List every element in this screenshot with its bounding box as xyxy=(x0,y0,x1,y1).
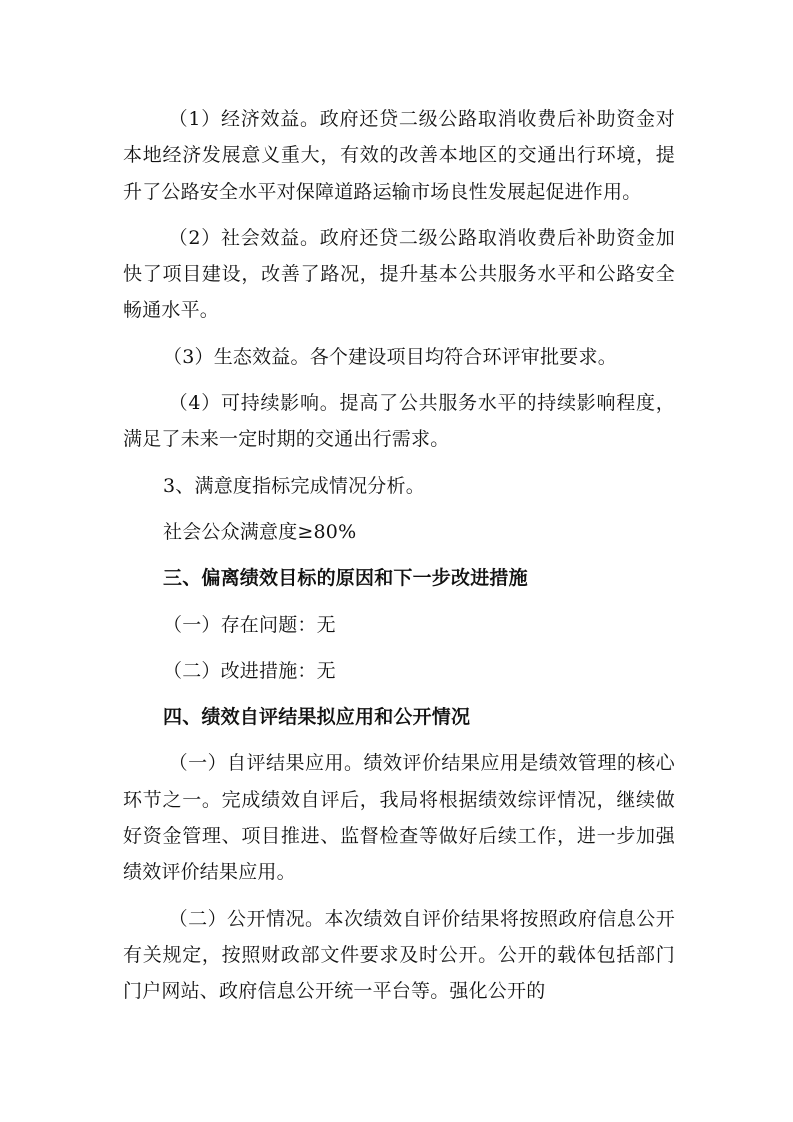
paragraph-existing-problems: （一）存在问题：无 xyxy=(163,613,336,636)
paragraph-satisfaction-value: 社会公众满意度≥80% xyxy=(163,520,357,543)
document-body xyxy=(123,101,675,1010)
paragraph-social-benefit: （2）社会效益。政府还贷二级公路取消收费后补助资金加快了项目建设，改善了路况，提升基本公共服务水平和公路安全畅通水平。 xyxy=(123,226,675,322)
paragraph-improvement-measures: （二）改进措施：无 xyxy=(163,659,336,682)
paragraph-sustainable-impact: （4）可持续影响。提高了公共服务水平的持续影响程度，满足了未来一定时期的交通出行需求。 xyxy=(123,392,675,451)
section-four-heading: 四、绩效自评结果拟应用和公开情况 xyxy=(163,706,471,729)
paragraph-satisfaction-analysis: 3、满意度指标完成情况分析。 xyxy=(163,474,425,497)
paragraph-disclosure: （二）公开情况。本次绩效自评价结果将按照政府信息公开有关规定，按照财政部文件要求及时公开。公开的载体包括部门门户网站、政府信息公开统一平台等。强化公开的 xyxy=(123,907,675,1003)
paragraph-self-evaluation-application: （一）自评结果应用。绩效评价结果应用是绩效管理的核心环节之一。完成绩效自评后，我局将根据绩效综评情况，继续做好资金管理、项目推进、监督检查等做好后续工作，进一步加强绩效评价结果应用。 xyxy=(123,752,675,884)
paragraph-economic-benefit: （1）经济效益。政府还贷二级公路取消收费后补助资金对本地经济发展意义重大，有效的改善本地区的交通出行环境，提升了公路安全水平对保障道路运输市场良性发展起促进作用。 xyxy=(123,108,675,203)
section-three-heading: 三、偏离绩效目标的原因和下一步改进措施 xyxy=(163,567,528,590)
paragraph-ecological-benefit: （3）生态效益。各个建设项目均符合环评审批要求。 xyxy=(163,345,617,368)
